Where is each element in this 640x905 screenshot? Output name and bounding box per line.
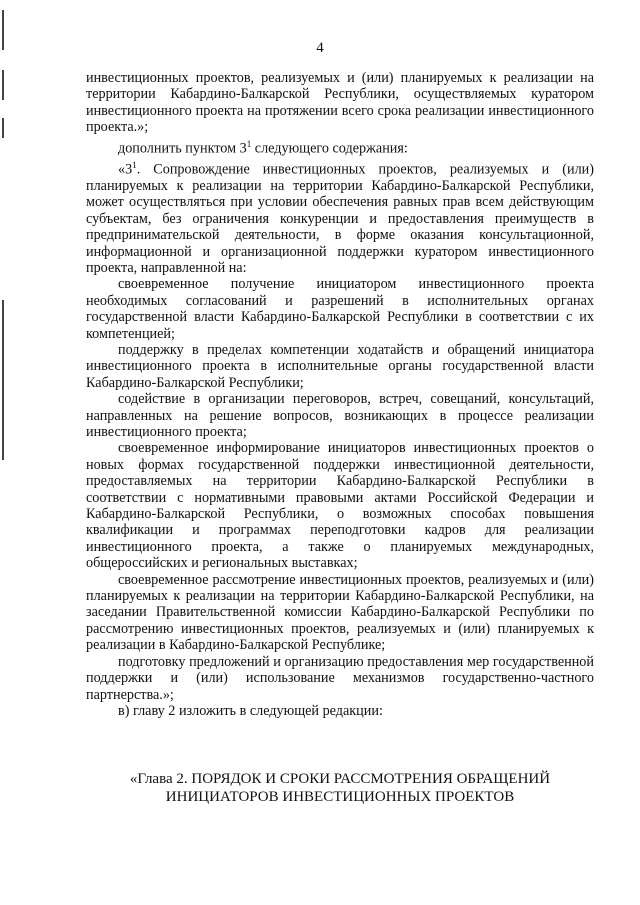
chapter-title [86, 770, 594, 806]
paragraph: дополнить пунктом $3^1$ следующего содержания: [118, 138, 408, 157]
document-body [86, 70, 594, 719]
chapter-title-line: ИНИЦИАТОРОВ ИНВЕСТИЦИОННЫХ ПРОЕКТОВ [165, 789, 515, 805]
superscript: 1 [132, 159, 137, 170]
paragraph: своевременное получение инициатором инвестиционного проекта необходимых согласований и разрешений в исполнительных органах государственной власти Кабардино-Балкарской Республики в соответствии с их компетенцией; [86, 276, 594, 342]
paragraph: в) главу 2 изложить в следующей редакции: [118, 702, 383, 719]
paragraph: инвестиционных проектов, реализуемых и (или) планируемых к реализации на территории Кабардино-Балкарской Республики, осуществляемых куратором инвестиционного проекта на протяжении всего срока реализации инвестиционного проекта.»; [86, 70, 594, 136]
paragraph: «$3^1$. Сопровождение инвестиционных проектов, реализуемых и (или) планируемых к реализации на территории Кабардино-Балкарской Республики, может осуществляться при условии обеспечения равных прав всем действующим субъектам, без ограничения конкуренции и предоставления преимуществ в предпринимательской деятельности, в форме оказания консультационной, информационной и организационной поддержки куратором инвестиционного проекта, направленной на: [86, 159, 594, 276]
chapter-title-line: «Глава 2. ПОРЯДОК И СРОКИ РАССМОТРЕНИЯ ОБРАЩЕНИЙ [129, 771, 551, 787]
binding-mark [2, 118, 4, 138]
binding-mark [2, 70, 4, 100]
paragraph: своевременное информирование инициаторов инвестиционных проектов о новых формах государственной поддержки инвестиционной деятельности, предоставляемых на территории Кабардино-Балкарской Республики в соответствии с нормативными правовыми актами Российской Федерации и Кабардино-Балкарской Республики, о возможных способах повышения квалификации и программах переподготовки кадров для реализации инвестиционного проекта, а также о планируемых международных, общероссийских и региональных выставках; [86, 440, 594, 572]
paragraph: своевременное рассмотрение инвестиционных проектов, реализуемых и (или) планируемых к реализации на территории Кабардино-Балкарской Республики, на заседании Правительственной комиссии Кабардино-Балкарской Республики по рассмотрению инвестиционных проектов, реализуемых и (или) планируемых к реализации в Кабардино-Балкарской Республике; [86, 571, 594, 654]
paragraph: подготовку предложений и организацию предоставления мер государственной поддержки и (или) использование механизмов государственно-частного партнерства.»; [86, 653, 594, 703]
paragraph: содействие в организации переговоров, встреч, совещаний, консультаций, направленных на решение вопросов, возникающих в процессе реализации инвестиционного проекта; [86, 391, 594, 440]
paragraph: поддержку в пределах компетенции ходатайств и обращений инициатора инвестиционного проекта в исполнительные органы государственной власти Кабардино-Балкарской Республики; [86, 341, 594, 391]
binding-mark [2, 300, 4, 460]
superscript: 1 [246, 138, 252, 149]
page-number: 4 [316, 40, 324, 56]
